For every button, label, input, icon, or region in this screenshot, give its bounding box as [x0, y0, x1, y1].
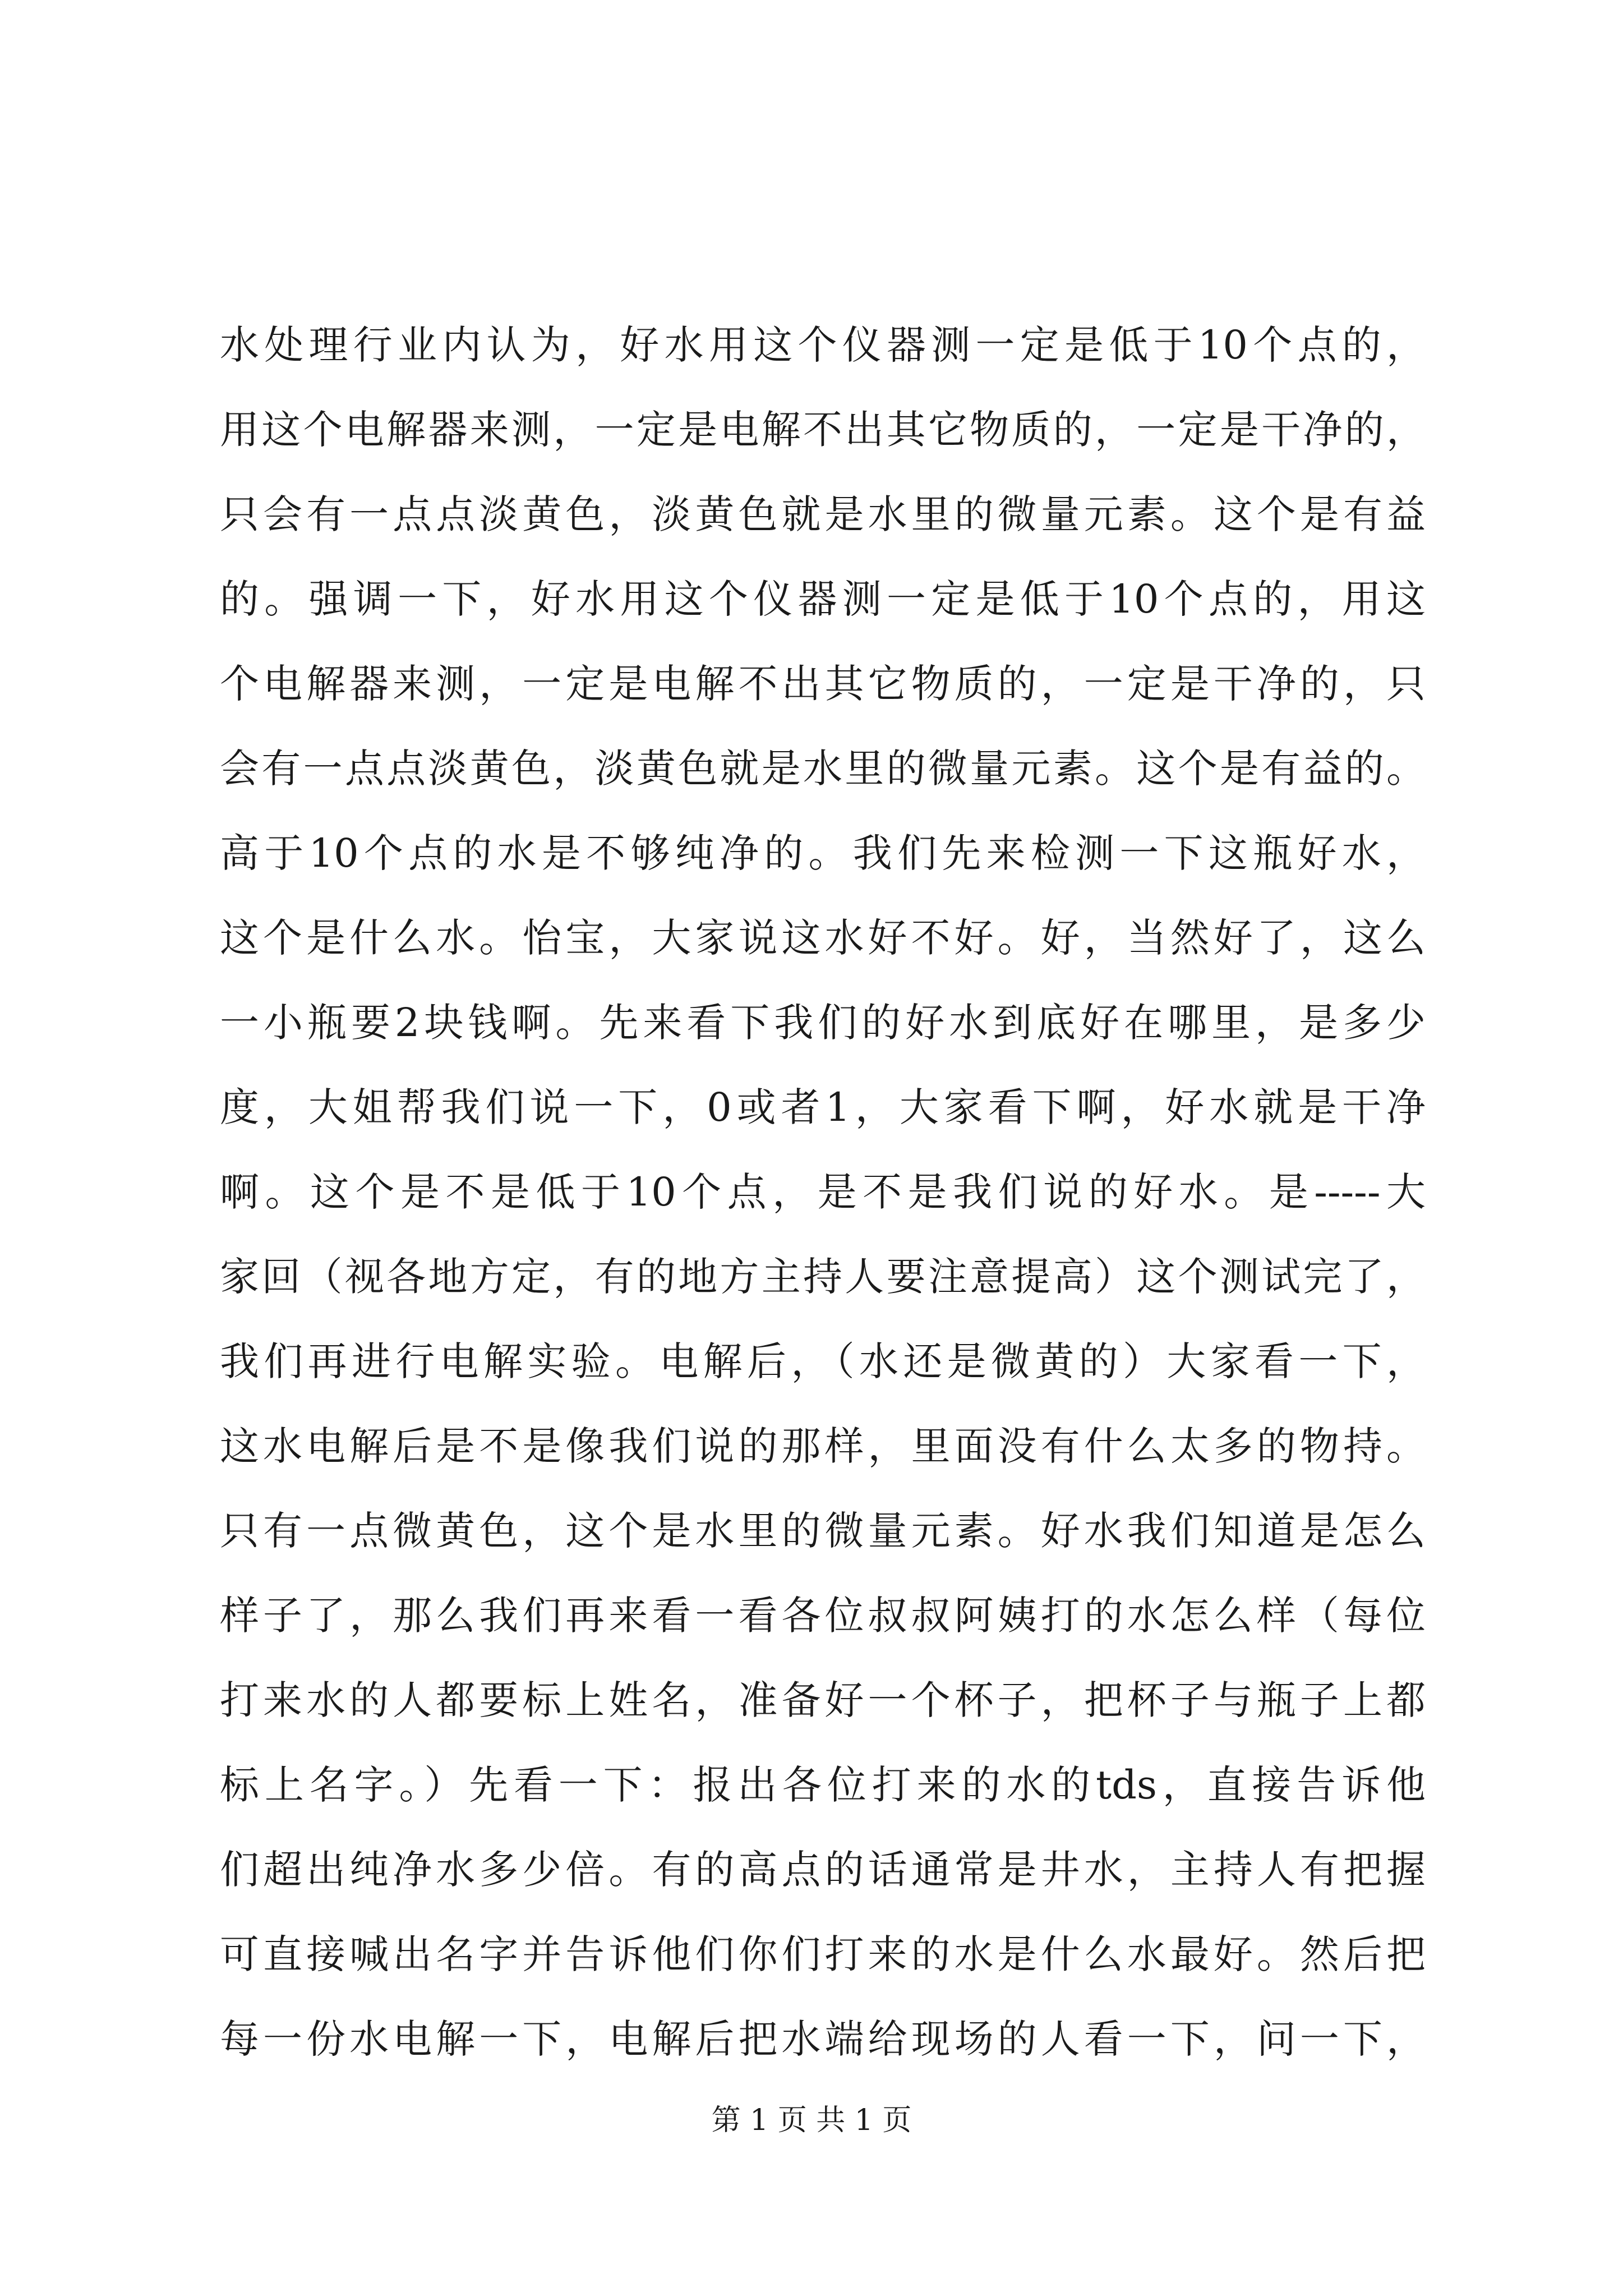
text-line: 家回（视各地方定，有的地方主持人要注意提高）这个测试完了， [220, 1254, 1426, 1300]
text-line: 可直接喊出名字并告诉他们你们打来的水是什么水最好。然后把 [220, 1931, 1426, 1977]
text-line: 样子了，那么我们再来看一看各位叔叔阿姨打的水怎么样（每位 [220, 1593, 1426, 1639]
text-line: 一小瓶要2块钱啊。先来看下我们的好水到底好在哪里，是多少 [220, 1000, 1426, 1046]
text-line: 度，大姐帮我们说一下，0或者1，大家看下啊，好水就是干净 [220, 1084, 1426, 1130]
text-line: 只有一点微黄色，这个是水里的微量元素。好水我们知道是怎么 [220, 1508, 1426, 1554]
text-line: 每一份水电解一下，电解后把水端给现场的人看一下，问一下， [220, 2016, 1426, 2062]
text-line: 我们再进行电解实验。电解后，（水还是微黄的）大家看一下， [220, 1338, 1426, 1384]
text-line: 啊。这个是不是低于10个点，是不是我们说的好水。是-----大 [220, 1169, 1426, 1215]
text-line: 们超出纯净水多少倍。有的高点的话通常是井水，主持人有把握 [220, 1847, 1426, 1893]
text-line: 高于10个点的水是不够纯净的。我们先来检测一下这瓶好水， [220, 830, 1426, 876]
text-line: 水处理行业内认为，好水用这个仪器测一定是低于10个点的， [220, 322, 1426, 368]
text-line: 这个是什么水。怡宝，大家说这水好不好。好，当然好了，这么 [220, 915, 1426, 961]
text-line: 的。强调一下，好水用这个仪器测一定是低于10个点的，用这 [220, 576, 1426, 622]
text-line: 这水电解后是不是像我们说的那样，里面没有什么太多的物持。 [220, 1423, 1426, 1469]
text-line: 会有一点点淡黄色，淡黄色就是水里的微量元素。这个是有益的。 [220, 746, 1426, 792]
text-line: 标上名字。）先看一下：报出各位打来的水的tds，直接告诉他 [220, 1762, 1426, 1808]
text-line: 个电解器来测，一定是电解不出其它物质的，一定是干净的，只 [220, 661, 1426, 707]
text-line: 只会有一点点淡黄色，淡黄色就是水里的微量元素。这个是有益 [220, 491, 1426, 537]
body-text [220, 303, 1426, 2082]
page-number: 第 1 页 共 1 页 [711, 2104, 912, 2137]
page-footer [0, 2098, 1623, 2143]
text-line: 打来水的人都要标上姓名，准备好一个杯子，把杯子与瓶子上都 [220, 1677, 1426, 1723]
text-line: 用这个电解器来测，一定是电解不出其它物质的，一定是干净的， [220, 407, 1426, 453]
